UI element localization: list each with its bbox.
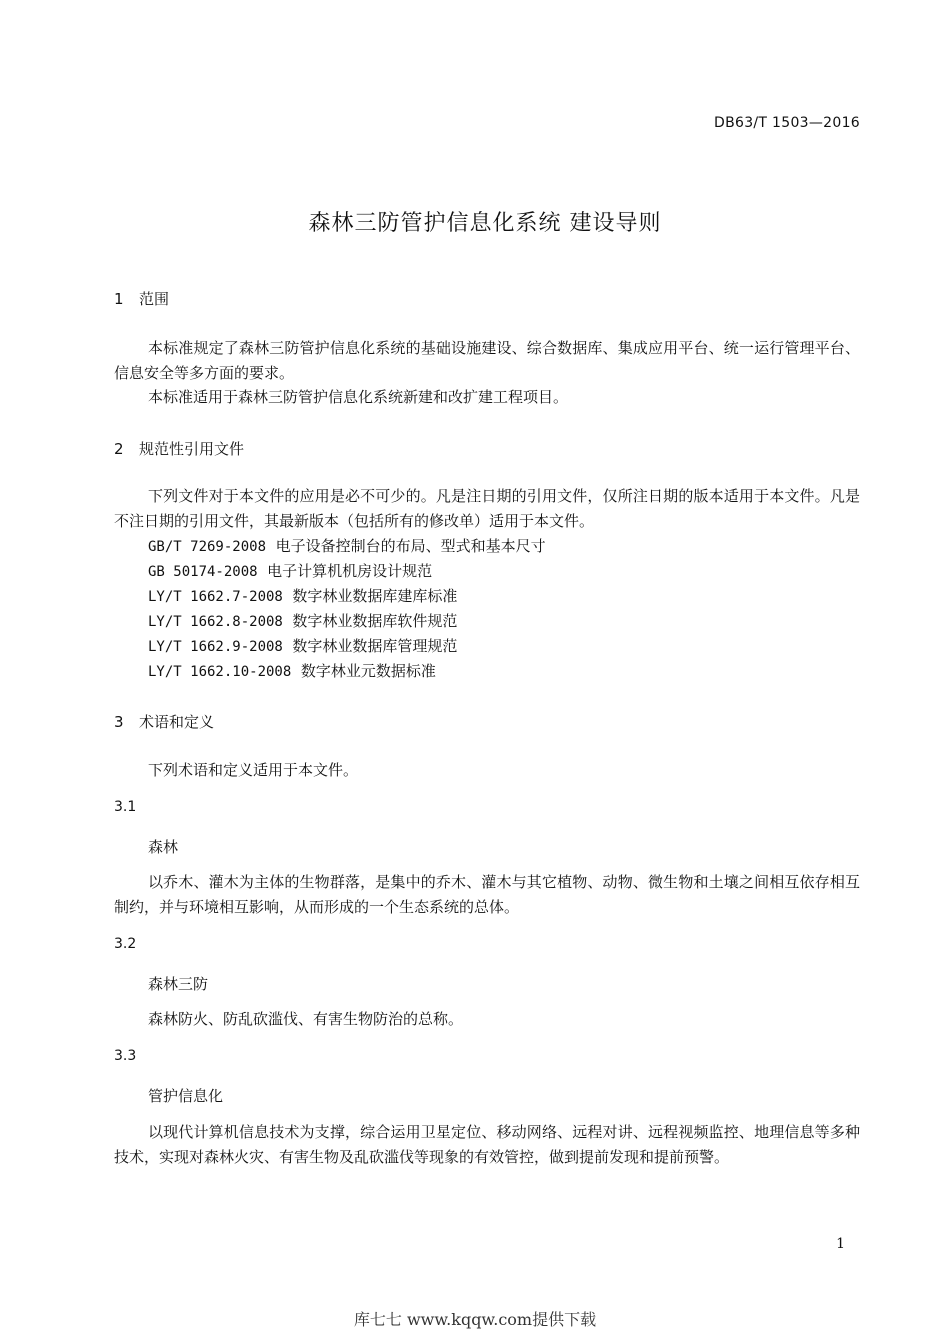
reference-item	[148, 659, 546, 684]
reference-list	[148, 534, 546, 684]
term-number: 3.2	[114, 936, 137, 952]
reference-code: LY/T 1662.9-2008	[148, 639, 283, 655]
reference-name: 数字林业数据库软件规范	[292, 612, 458, 630]
reference-item	[148, 634, 546, 659]
reference-code: LY/T 1662.8-2008	[148, 614, 283, 630]
reference-item	[148, 609, 546, 634]
reference-name: 数字林业数据库建库标准	[292, 587, 458, 605]
section-1-heading	[114, 288, 169, 309]
section-number: 3	[114, 713, 124, 731]
standard-code: DB63/T 1503—2016	[714, 115, 860, 131]
scope-paragraph-1: 本标准规定了森林三防管护信息化系统的基础设施建设、综合数据库、集成应用平台、统一运行管理平台、信息安全等多方面的要求。	[114, 339, 860, 382]
term-number: 3.3	[114, 1048, 137, 1064]
term-definition: 以现代计算机信息技术为支撑，综合运用卫星定位、移动网络、远程对讲、远程视频监控、地理信息等多种技术，实现对森林火灾、有害生物及乱砍滥伐等现象的有效管控，做到提前发现和提前预警。	[114, 1123, 860, 1166]
reference-item	[148, 534, 546, 559]
reference-code: GB/T 7269-2008	[148, 539, 267, 555]
references-intro-paragraph: 下列文件对于本文件的应用是必不可少的。凡是注日期的引用文件，仅所注日期的版本适用于本文件。凡是不注日期的引用文件，其最新版本（包括所有的修改单）适用于本文件。	[114, 487, 860, 530]
term-definition: 以乔木、灌木为主体的生物群落，是集中的乔木、灌木与其它植物、动物、微生物和土壤之间相互依存相互制约，并与环境相互影响，从而形成的一个生态系统的总体。	[114, 873, 860, 916]
reference-name: 数字林业元数据标准	[300, 662, 436, 680]
reference-code: LY/T 1662.7-2008	[148, 589, 283, 605]
reference-item	[148, 559, 546, 584]
scope-paragraph-2: 本标准适用于森林三防管护信息化系统新建和改扩建工程项目。	[148, 388, 569, 406]
reference-name: 数字林业数据库管理规范	[292, 637, 458, 655]
reference-name: 电子计算机机房设计规范	[267, 562, 433, 580]
section-number: 2	[114, 440, 124, 458]
term-name: 森林三防	[148, 975, 209, 993]
reference-code: GB 50174-2008	[148, 564, 258, 580]
section-3-heading	[114, 711, 214, 732]
term-definition: 森林防火、防乱砍滥伐、有害生物防治的总称。	[148, 1010, 464, 1028]
terms-intro-paragraph: 下列术语和定义适用于本文件。	[148, 761, 359, 779]
section-title: 规范性引用文件	[139, 440, 245, 458]
term-name: 森林	[148, 838, 179, 856]
document-title: 森林三防管护信息化系统 建设导则	[308, 211, 662, 236]
reference-name: 电子设备控制台的布局、型式和基本尺寸	[275, 537, 546, 555]
section-title: 范围	[139, 290, 170, 308]
page-number: 1	[836, 1236, 845, 1252]
term-number: 3.1	[114, 799, 137, 815]
section-title: 术语和定义	[139, 713, 215, 731]
download-watermark: 库七七 www.kqqw.com提供下载	[353, 1310, 597, 1329]
section-number: 1	[114, 290, 124, 308]
reference-item	[148, 584, 546, 609]
term-name: 管护信息化	[148, 1087, 224, 1105]
reference-code: LY/T 1662.10-2008	[148, 664, 292, 680]
section-2-heading	[114, 438, 244, 459]
